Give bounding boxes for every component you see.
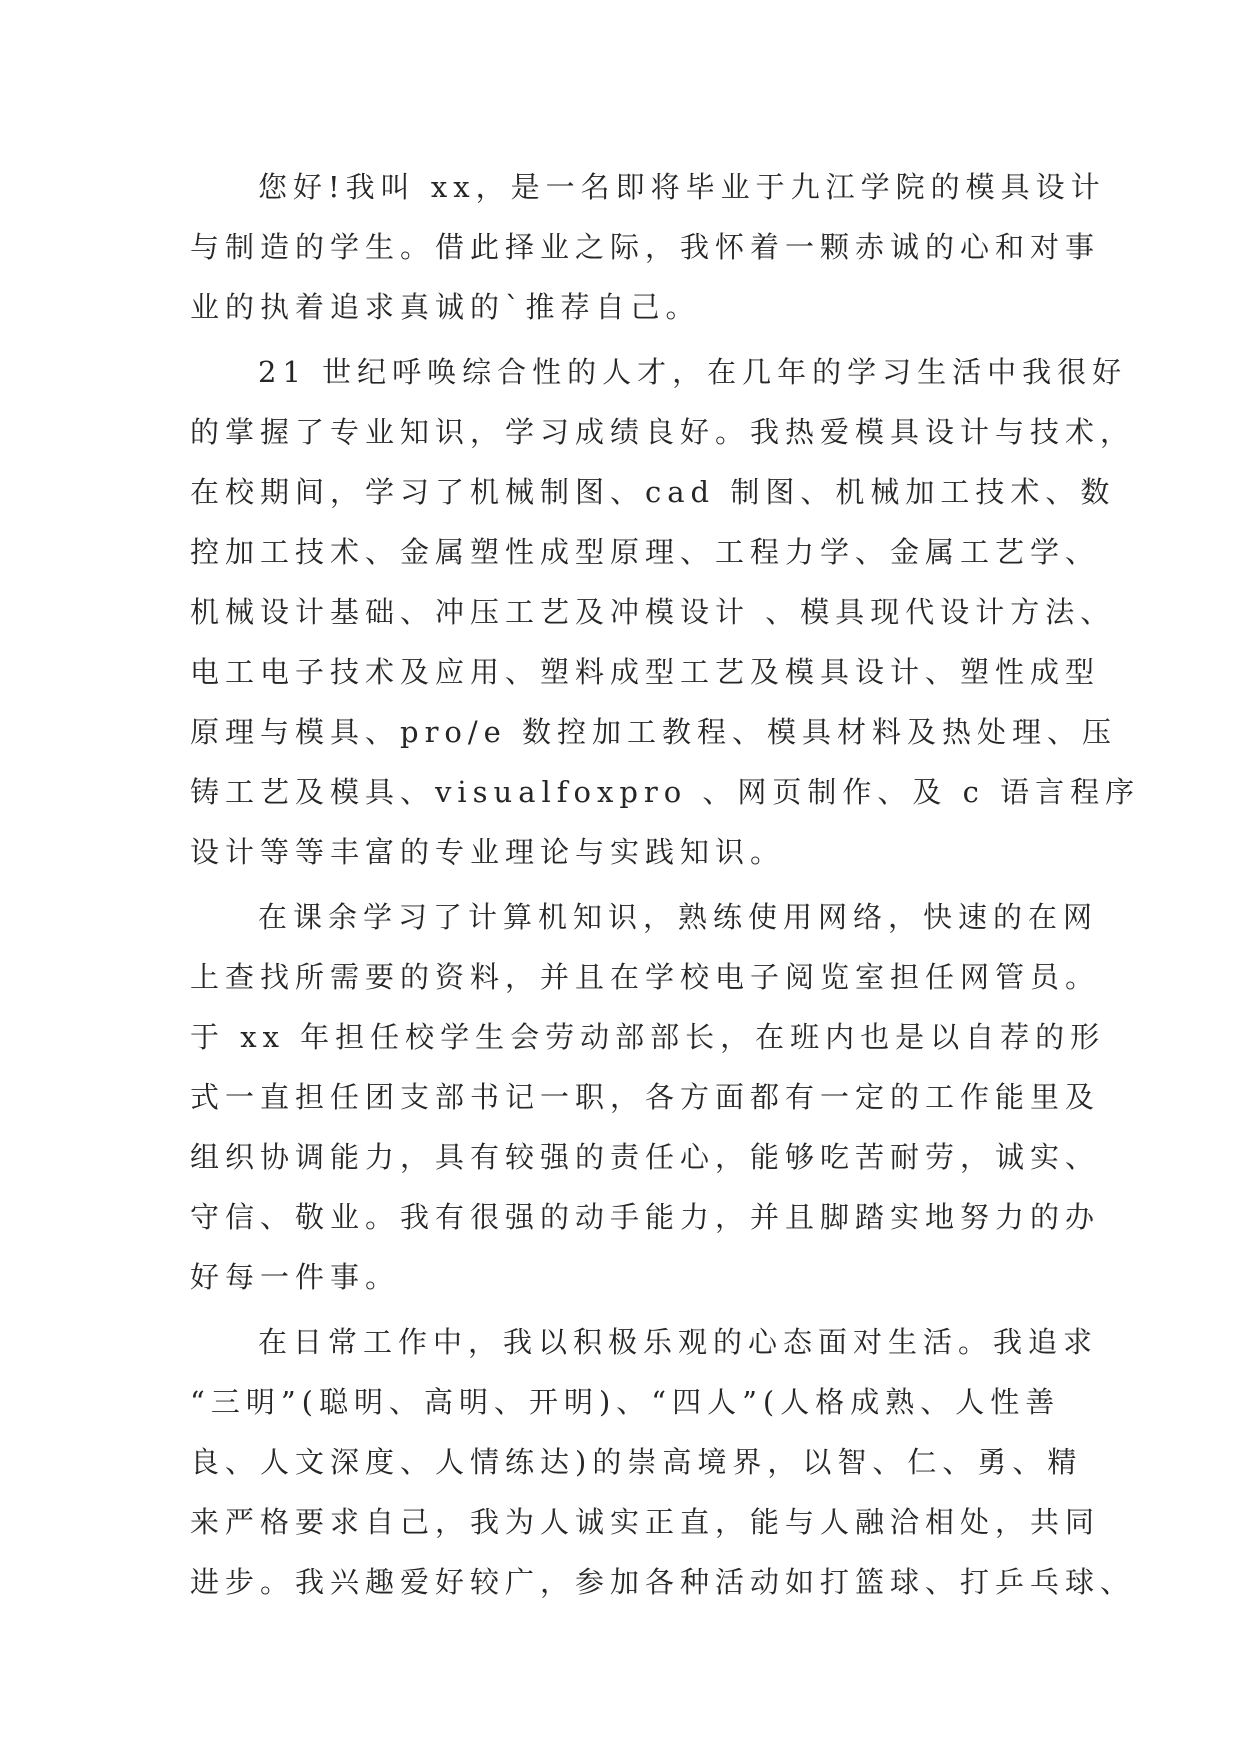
text-line: 在校期间，学习了机械制图、cad 制图、机械加工技术、数 <box>190 475 1116 509</box>
text-line: “三明”(聪明、高明、开明)、“四人”(人格成熟、人性善 <box>190 1385 1061 1419</box>
text-line: 的掌握了专业知识，学习成绩良好。我热爱模具设计与技术， <box>190 415 1136 449</box>
paragraph-introduction <box>190 157 1106 337</box>
text-line: 来严格要求自己，我为人诚实正直，能与人融洽相处，共同 <box>190 1505 1101 1539</box>
paragraph-activities <box>190 887 1106 1307</box>
paragraph-character <box>190 1312 1136 1612</box>
text-line: 良、人文深度、人情练达)的崇高境界，以智、仁、勇、精 <box>190 1445 1083 1479</box>
text-line: 控加工技术、金属塑性成型原理、工程力学、金属工艺学、 <box>190 535 1101 569</box>
document-body <box>190 157 1141 1617</box>
text-line: 进步。我兴趣爱好较广，参加各种活动如打篮球、打乒乓球、 <box>190 1565 1136 1599</box>
text-line: 在日常工作中，我以积极乐观的心态面对生活。我追求 <box>258 1325 1099 1359</box>
text-line: 于 xx 年担任校学生会劳动部部长，在班内也是以自荐的形 <box>190 1020 1106 1054</box>
text-line: 与制造的学生。借此择业之际，我怀着一颗赤诚的心和对事 <box>190 230 1101 264</box>
text-line: 在课余学习了计算机知识，熟练使用网络，快速的在网 <box>258 900 1099 934</box>
text-line: 上查找所需要的资料，并且在学校电子阅览室担任网管员。 <box>190 960 1101 994</box>
text-line: 机械设计基础、冲压工艺及冲模设计 、模具现代设计方法、 <box>190 595 1116 629</box>
text-line: 21 世纪呼唤综合性的人才，在几年的学习生活中我很好 <box>258 355 1128 389</box>
text-line: 设计等等丰富的专业理论与实践知识。 <box>190 835 786 869</box>
text-line: 您好!我叫 xx，是一名即将毕业于九江学院的模具设计 <box>258 170 1106 204</box>
text-line: 铸工艺及模具、visualfoxpro 、网页制作、及 c 语言程序 <box>190 775 1141 809</box>
paragraph-education <box>190 342 1141 882</box>
text-line: 原理与模具、pro/e 数控加工教程、模具材料及热处理、压 <box>190 715 1118 749</box>
text-line: 好每一件事。 <box>190 1260 401 1294</box>
text-line: 业的执着追求真诚的`推荐自己。 <box>190 290 701 324</box>
text-line: 守信、敬业。我有很强的动手能力，并且脚踏实地努力的办 <box>190 1200 1101 1234</box>
text-line: 式一直担任团支部书记一职，各方面都有一定的工作能里及 <box>190 1080 1101 1114</box>
text-line: 组织协调能力，具有较强的责任心，能够吃苦耐劳，诚实、 <box>190 1140 1101 1174</box>
text-line: 电工电子技术及应用、塑料成型工艺及模具设计、塑性成型 <box>190 655 1101 689</box>
